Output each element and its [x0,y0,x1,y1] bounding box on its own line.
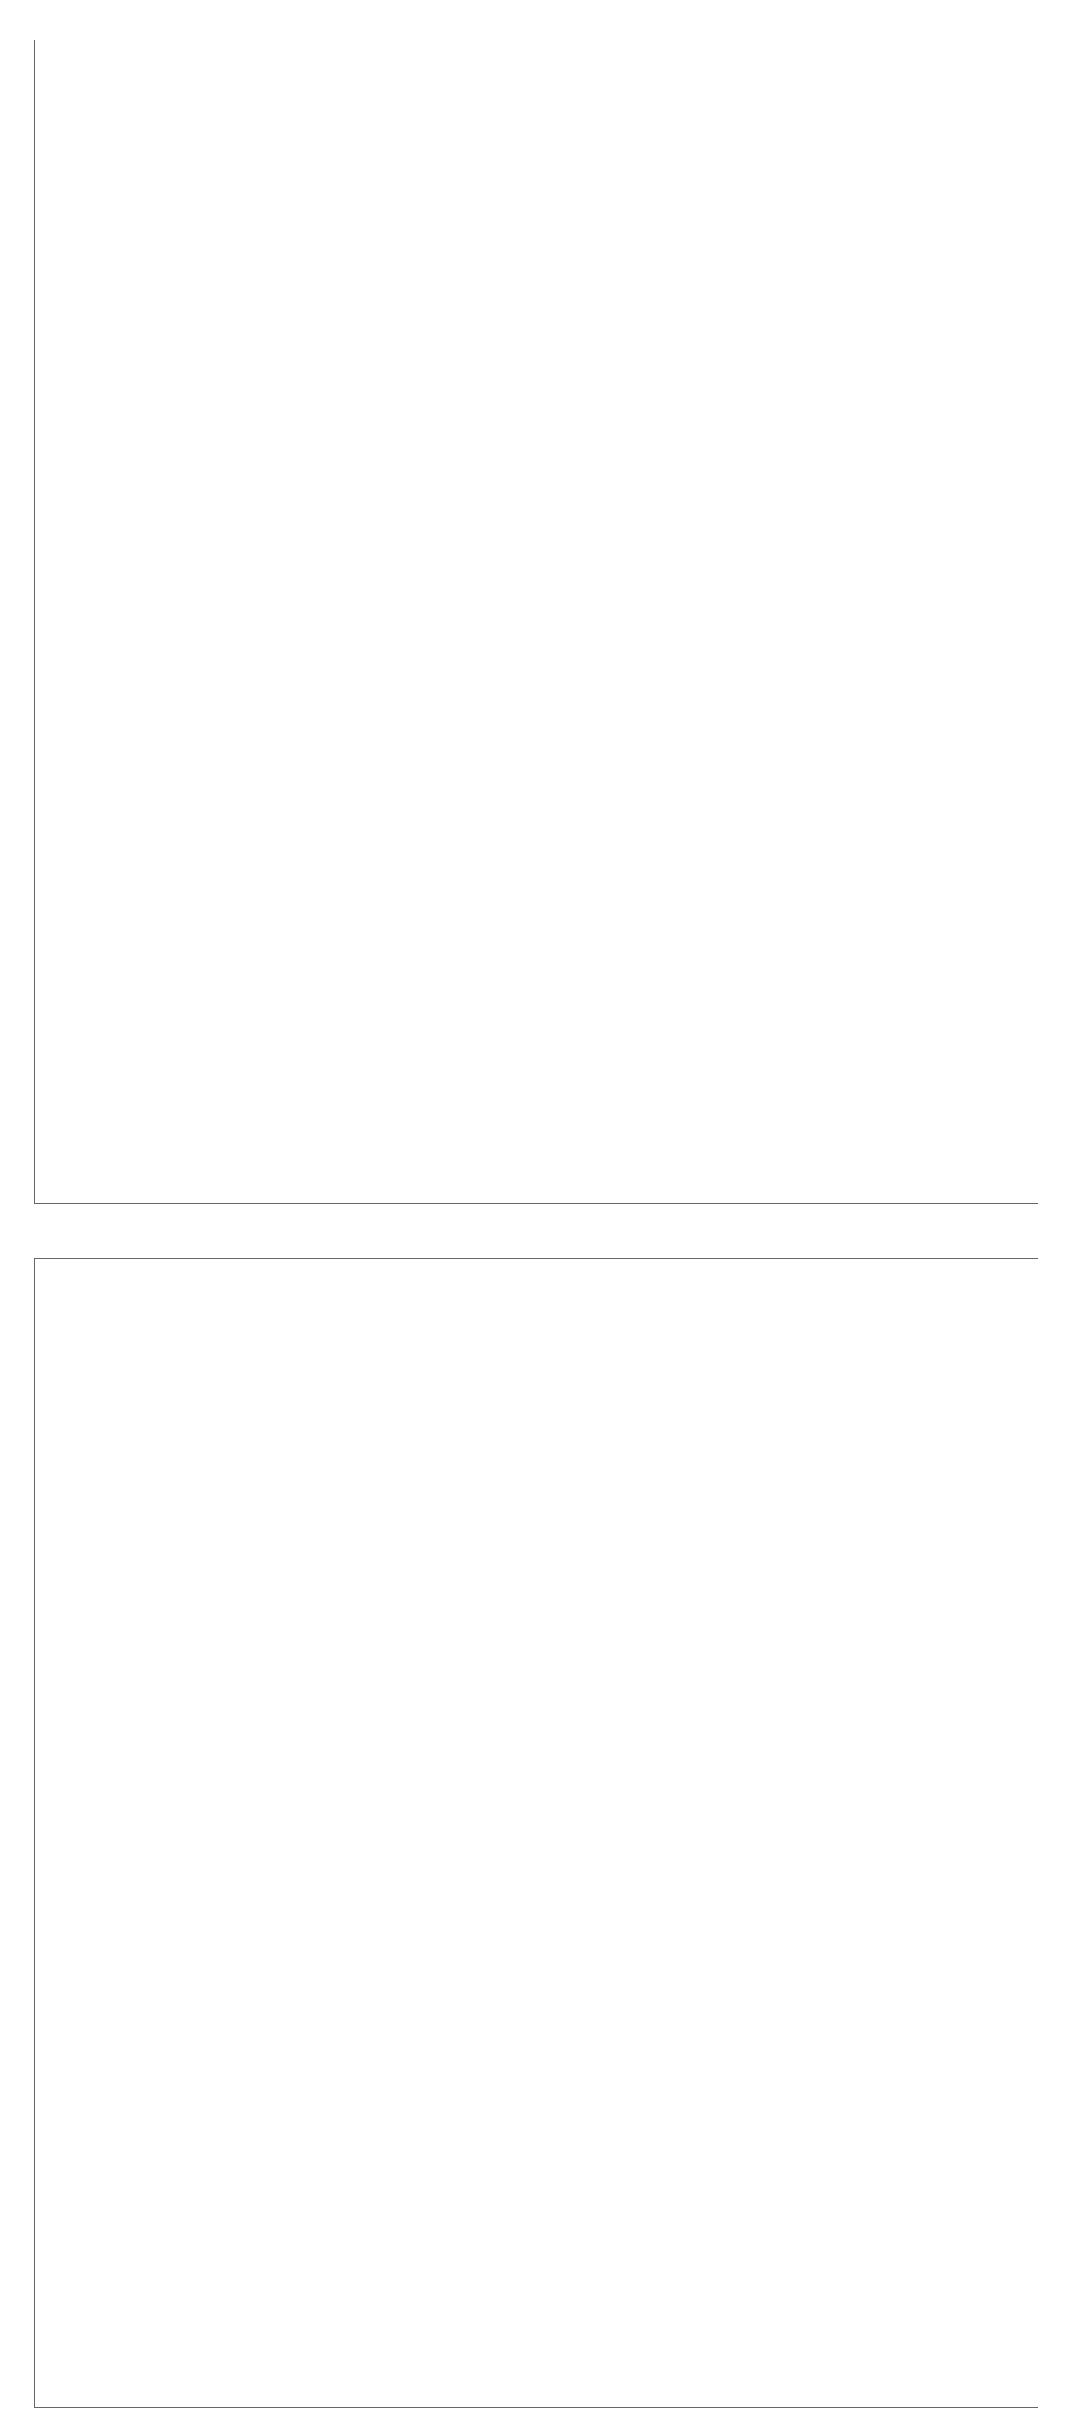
pricing-table-bottom [34,1258,1038,2408]
pricing-table-top [34,40,1038,1204]
